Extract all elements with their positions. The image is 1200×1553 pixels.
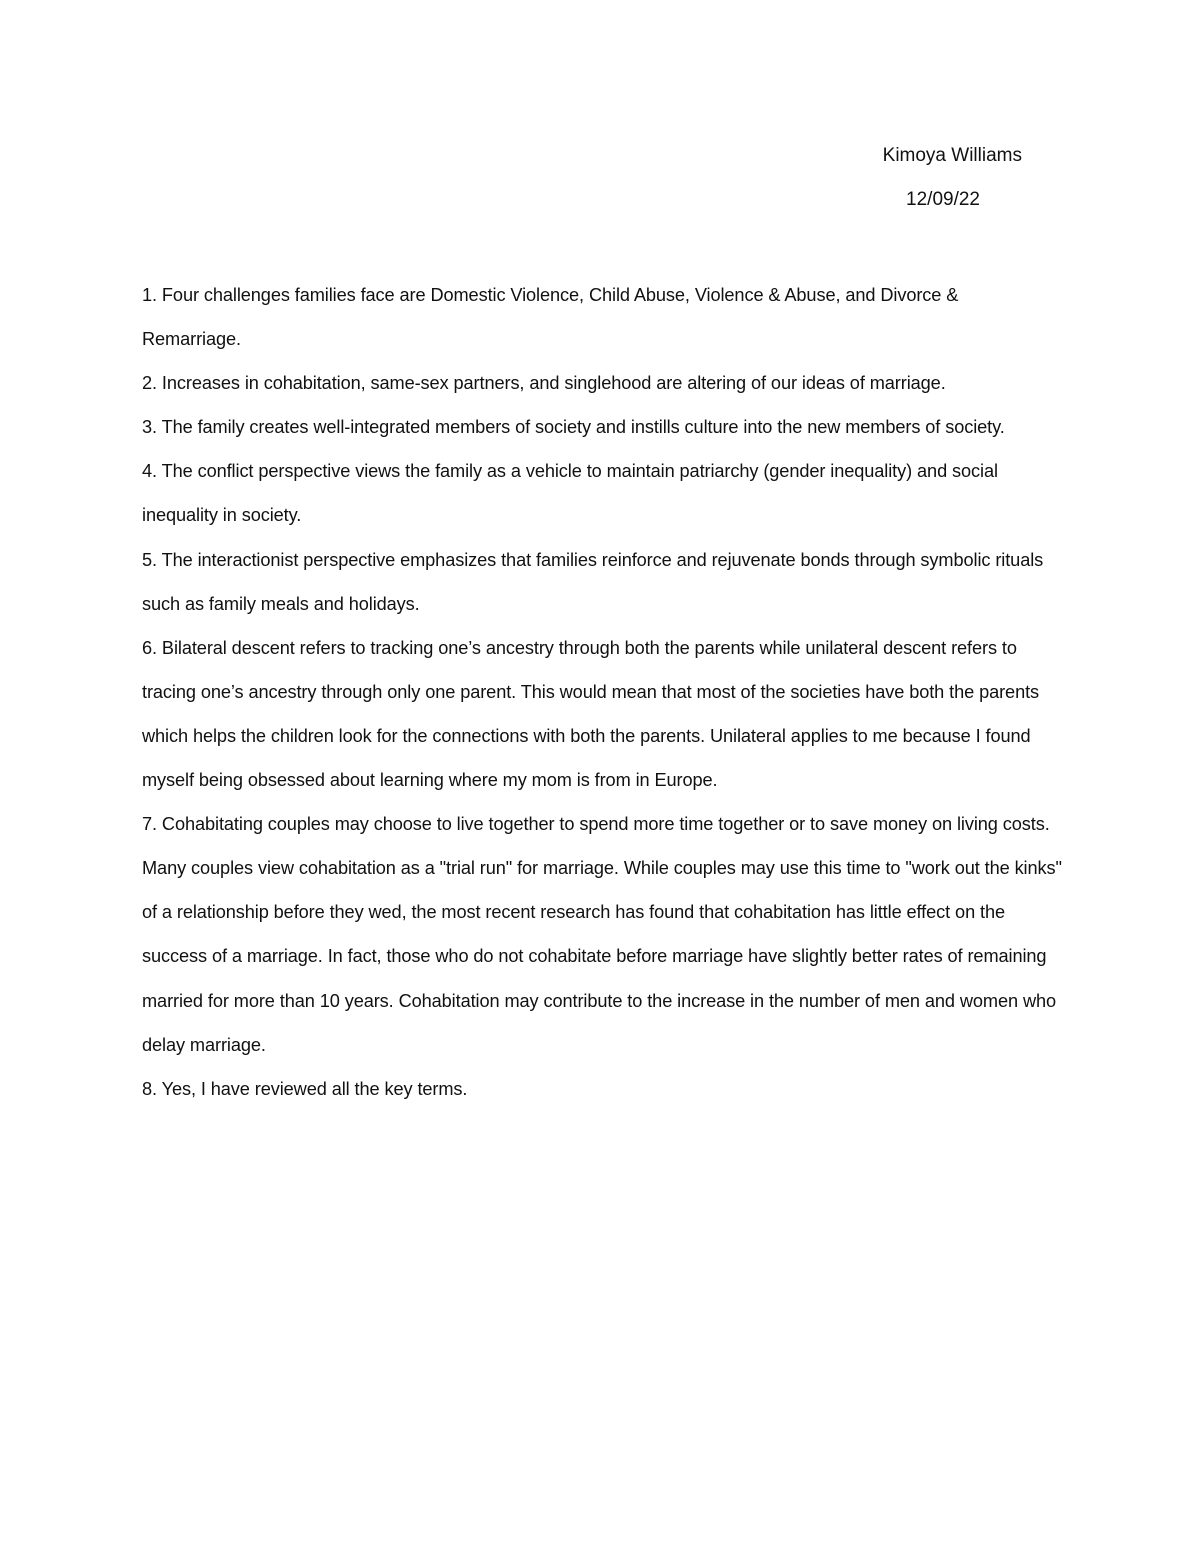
answer-6: 6. Bilateral descent refers to tracking one’s ancestry through both the parents while unilateral descent refers to tracing one’s ancestry through only one parent. This would mean that most of the societies have both the parents which helps the children look for the connections with both the parents. Unilateral applies to me because I found myself being obsessed about learning where my mom is from in Europe.: [142, 637, 1040, 791]
answers-list: [142, 273, 1062, 1111]
answer-4: 4. The conflict perspective views the family as a vehicle to maintain patriarchy (gender inequality) and social inequality in society.: [142, 461, 998, 526]
answer-7: 7. Cohabitating couples may choose to live together to spend more time together or to save money on living costs. Many couples view cohabitation as a "trial run" for marriage. While couples may use this time to "work out the kinks" of a relationship before they wed, the most recent research has found that cohabitation has little effect on the success of a marriage. In fact, those who do not cohabitate before marriage have slightly better rates of remaining married for more than 10 years. Cohabitation may contribute to the increase in the number of men and women who delay marriage.: [142, 814, 1062, 1055]
answer-5: 5. The interactionist perspective emphasizes that families reinforce and rejuvenate bonds through symbolic rituals such as family meals and holidays.: [142, 549, 1044, 614]
answer-2: 2. Increases in cohabitation, same-sex partners, and singlehood are altering of our ideas of marriage.: [142, 373, 946, 394]
answer-3: 3. The family creates well-integrated members of society and instills culture into the new members of society.: [142, 417, 1005, 438]
answer-8: 8. Yes, I have reviewed all the key terms.: [142, 1078, 468, 1099]
document-header: [883, 142, 1022, 214]
answer-1: 1. Four challenges families face are Domestic Violence, Child Abuse, Violence & Abuse, and Divorce & Remarriage.: [142, 285, 959, 350]
document-date: 12/09/22: [906, 189, 980, 210]
author-name: Kimoya Williams: [882, 145, 1022, 166]
